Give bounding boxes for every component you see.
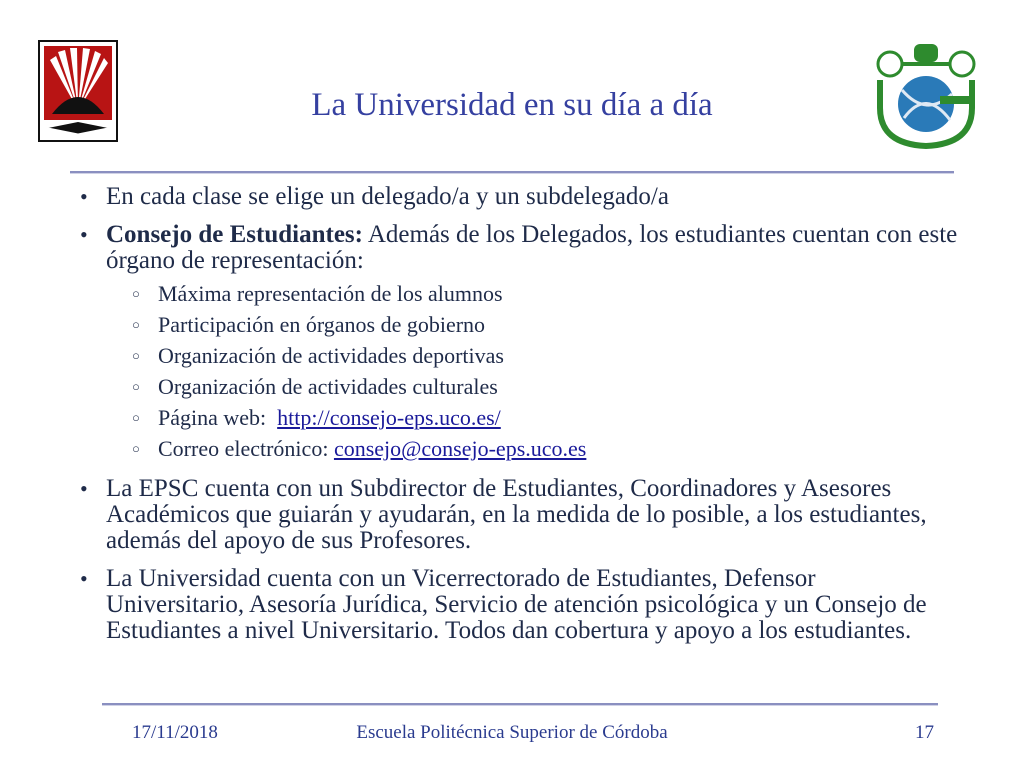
sub-bullet-item — [106, 371, 958, 402]
sub-bullet-text: Correo electrónico: — [158, 436, 334, 461]
bullet-text: La Universidad cuenta con un Vicerrectorado de Estudiantes, Defensor Universitario, Asesoría Jurídica, Servicio de atención psicológica y un Consejo de Estudiantes a nivel Universitario. Todos dan cobertura y apoyo a los estudiantes. — [106, 565, 927, 644]
sub-bullet-text: Organización de actividades deportivas — [158, 343, 504, 368]
slide-content — [78, 184, 958, 656]
sub-bullet-item — [106, 340, 958, 371]
title-divider — [70, 171, 954, 173]
footer-divider — [102, 703, 938, 705]
sub-bullet-item — [106, 433, 958, 464]
bullet-text: Además de los Delegados, los estudiantes cuentan con este órgano de representación: — [106, 221, 958, 274]
email-link[interactable]: consejo@consejo-eps.uco.es — [333, 436, 587, 461]
sub-bullet-item — [106, 278, 958, 309]
bullet-item — [78, 184, 958, 210]
footer-school-name: Escuela Politécnica Superior de Córdoba — [356, 722, 668, 743]
sub-bullet-text: Página web: — [158, 405, 278, 430]
bullet-item — [78, 476, 958, 554]
bullet-item — [78, 566, 958, 644]
bullet-text: En cada clase se elige un delegado/a y un subdelegado/a — [106, 183, 669, 210]
ring-bullet-icon: ○ — [132, 410, 140, 425]
bullet-dot-icon: • — [80, 222, 88, 247]
footer-date: 17/11/2018 — [132, 722, 218, 743]
sub-bullet-item — [106, 309, 958, 340]
website-link[interactable]: http://consejo-eps.uco.es/ — [277, 405, 501, 430]
bullet-dot-icon: • — [80, 476, 88, 501]
ring-bullet-icon: ○ — [132, 379, 140, 394]
page-title: La Universidad en su día a día — [311, 87, 713, 123]
bullet-dot-icon: • — [80, 566, 88, 591]
bullet-item — [78, 222, 958, 464]
footer-page-number: 17 — [915, 722, 934, 743]
ring-bullet-icon: ○ — [132, 348, 140, 363]
sub-bullet-text: Organización de actividades culturales — [158, 374, 498, 399]
bullet-strong-text: Consejo de Estudiantes: — [106, 221, 363, 248]
ring-bullet-icon: ○ — [132, 441, 140, 456]
sub-bullet-text: Participación en órganos de gobierno — [158, 312, 486, 337]
sub-bullet-list — [106, 278, 958, 464]
sub-bullet-text: Máxima representación de los alumnos — [158, 281, 503, 306]
ring-bullet-icon: ○ — [132, 317, 140, 332]
bullet-dot-icon: • — [80, 184, 88, 209]
bullet-text: La EPSC cuenta con un Subdirector de Estudiantes, Coordinadores y Asesores Académicos que guiarán y ayudarán, en la medida de lo posible, a los estudiantes, además del apoyo de sus Profesores. — [106, 475, 927, 554]
ring-bullet-icon: ○ — [132, 286, 140, 301]
sub-bullet-item — [106, 402, 958, 433]
